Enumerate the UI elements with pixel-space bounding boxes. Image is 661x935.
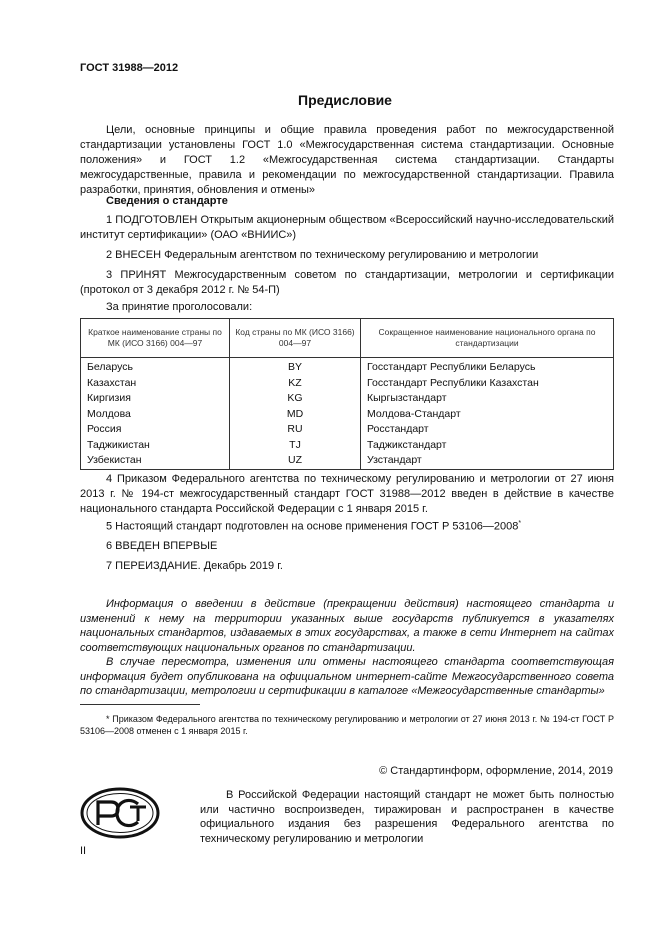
item-2: 2 ВНЕСЕН Федеральным агентством по техническому регулированию и метрологии (106, 249, 539, 261)
agency-cell: Кыргызстандарт (361, 391, 614, 407)
info-block (80, 597, 614, 699)
country-cell: Узбекистан (81, 453, 230, 469)
item-6: 6 ВВЕДЕН ВПЕРВЫЕ (106, 540, 218, 552)
table-row (81, 358, 614, 376)
item-7: 7 ПЕРЕИЗДАНИЕ. Декабрь 2019 г. (106, 560, 283, 572)
country-cell: Киргизия (81, 391, 230, 407)
footnote-mark: * (518, 520, 522, 527)
agency-cell: Молдова-Стандарт (361, 407, 614, 423)
item-3: 3 ПРИНЯТ Межгосударственным советом по стандартизации, метрологии и сертификации (протокол от 3 декабря 2012 г. № 54-П) (80, 269, 614, 296)
info-paragraph-1: Информация о введении в действие (прекращении действия) настоящего стандарта и изменений к нему на территории указанных выше государств публикуется в указателях национальных стандартов, издаваемых в этих государствах, а также в сети Интернет на сайтах соответствующих национальных органов по стандартизации. (80, 598, 614, 654)
table-row (81, 407, 614, 423)
table-row (81, 376, 614, 392)
info-paragraph-2: В случае пересмотра, изменения или отмены настоящего стандарта соответствующая информация будет опубликована на официальном интернет-сайте Межгосударственного совета по стандартизации, метрологии и сертификации в каталоге «Межгосударственные стандарты» (80, 656, 614, 697)
page-title: Предисловие (298, 92, 392, 108)
header-agency: Сокращенное наименование национального органа по стандартизации (361, 319, 614, 358)
code-cell: KZ (230, 376, 361, 392)
rights-notice: В Российской Федерации настоящий стандарт не может быть полностью или частично воспроизведен, тиражирован и распространен в качестве официального издания без разрешения Федерального агентства по техническому регулированию и метрологии (200, 789, 614, 845)
item-5 (106, 520, 521, 533)
country-cell: Казахстан (81, 376, 230, 392)
item-1: 1 ПОДГОТОВЛЕН Открытым акционерным обществом «Всероссийский научно-исследовательский институт сертификации» (ОАО «ВНИИС») (80, 214, 614, 241)
code-cell: MD (230, 407, 361, 423)
country-cell: Беларусь (81, 358, 230, 376)
agency-cell: Узстандарт (361, 453, 614, 469)
header-code: Код страны по МК (ИСО 3166) 004—97 (230, 319, 361, 358)
code-cell: BY (230, 358, 361, 376)
agency-cell: Росстандарт (361, 422, 614, 438)
agency-cell: Госстандарт Республики Казахстан (361, 376, 614, 392)
item-5-text: 5 Настоящий стандарт подготовлен на основе применения ГОСТ Р 53106—2008 (106, 520, 519, 533)
country-cell: Молдова (81, 407, 230, 423)
voted-label: За принятие проголосовали: (106, 301, 253, 313)
country-cell: Таджикистан (81, 438, 230, 454)
footnote-divider (80, 704, 200, 705)
standard-code-header: ГОСТ 31988—2012 (80, 62, 179, 74)
copyright: © Стандартинформ, оформление, 2014, 2019 (379, 765, 613, 777)
item-4: 4 Приказом Федерального агентства по техническому регулированию и метрологии от 27 июня 2013 г. № 194-ст межгосударственный стандарт ГОСТ 31988—2012 введен в действие в качестве национального стандарта Российской Федерации с 1 января 2015 г. (80, 473, 614, 515)
table-row (81, 422, 614, 438)
agency-cell: Госстандарт Республики Беларусь (361, 358, 614, 376)
table-row (81, 391, 614, 407)
code-cell: TJ (230, 438, 361, 454)
footnote: * Приказом Федерального агентства по техническому регулированию и метрологии от 27 июня 2013 г. № 194-ст ГОСТ Р 53106—2008 отменен с 1 января 2015 г. (80, 714, 614, 736)
table-header-row (81, 319, 614, 358)
code-cell: UZ (230, 453, 361, 469)
country-cell: Россия (81, 422, 230, 438)
header-country: Краткое наименование страны по МК (ИСО 3166) 004—97 (81, 319, 230, 358)
page-number: II (80, 845, 87, 857)
agency-cell: Таджикстандарт (361, 438, 614, 454)
code-cell: RU (230, 422, 361, 438)
gost-r-certification-mark-icon (80, 787, 160, 839)
table-row (81, 438, 614, 454)
table-row (81, 453, 614, 469)
intro-paragraph: Цели, основные принципы и общие правила проведения работ по межгосударственной стандартизации установлены ГОСТ 1.0 «Межгосударственная система стандартизации. Основные положения» и ГОСТ 1.2 «Межгосударственная система стандартизации. Стандарты межгосударственные, правила и рекомендации по межгосударственной стандартизации. Правила разработки, принятия, обновления и отмены» (80, 124, 614, 196)
voting-table (80, 318, 614, 470)
code-cell: KG (230, 391, 361, 407)
about-heading: Сведения о стандарте (106, 195, 228, 207)
